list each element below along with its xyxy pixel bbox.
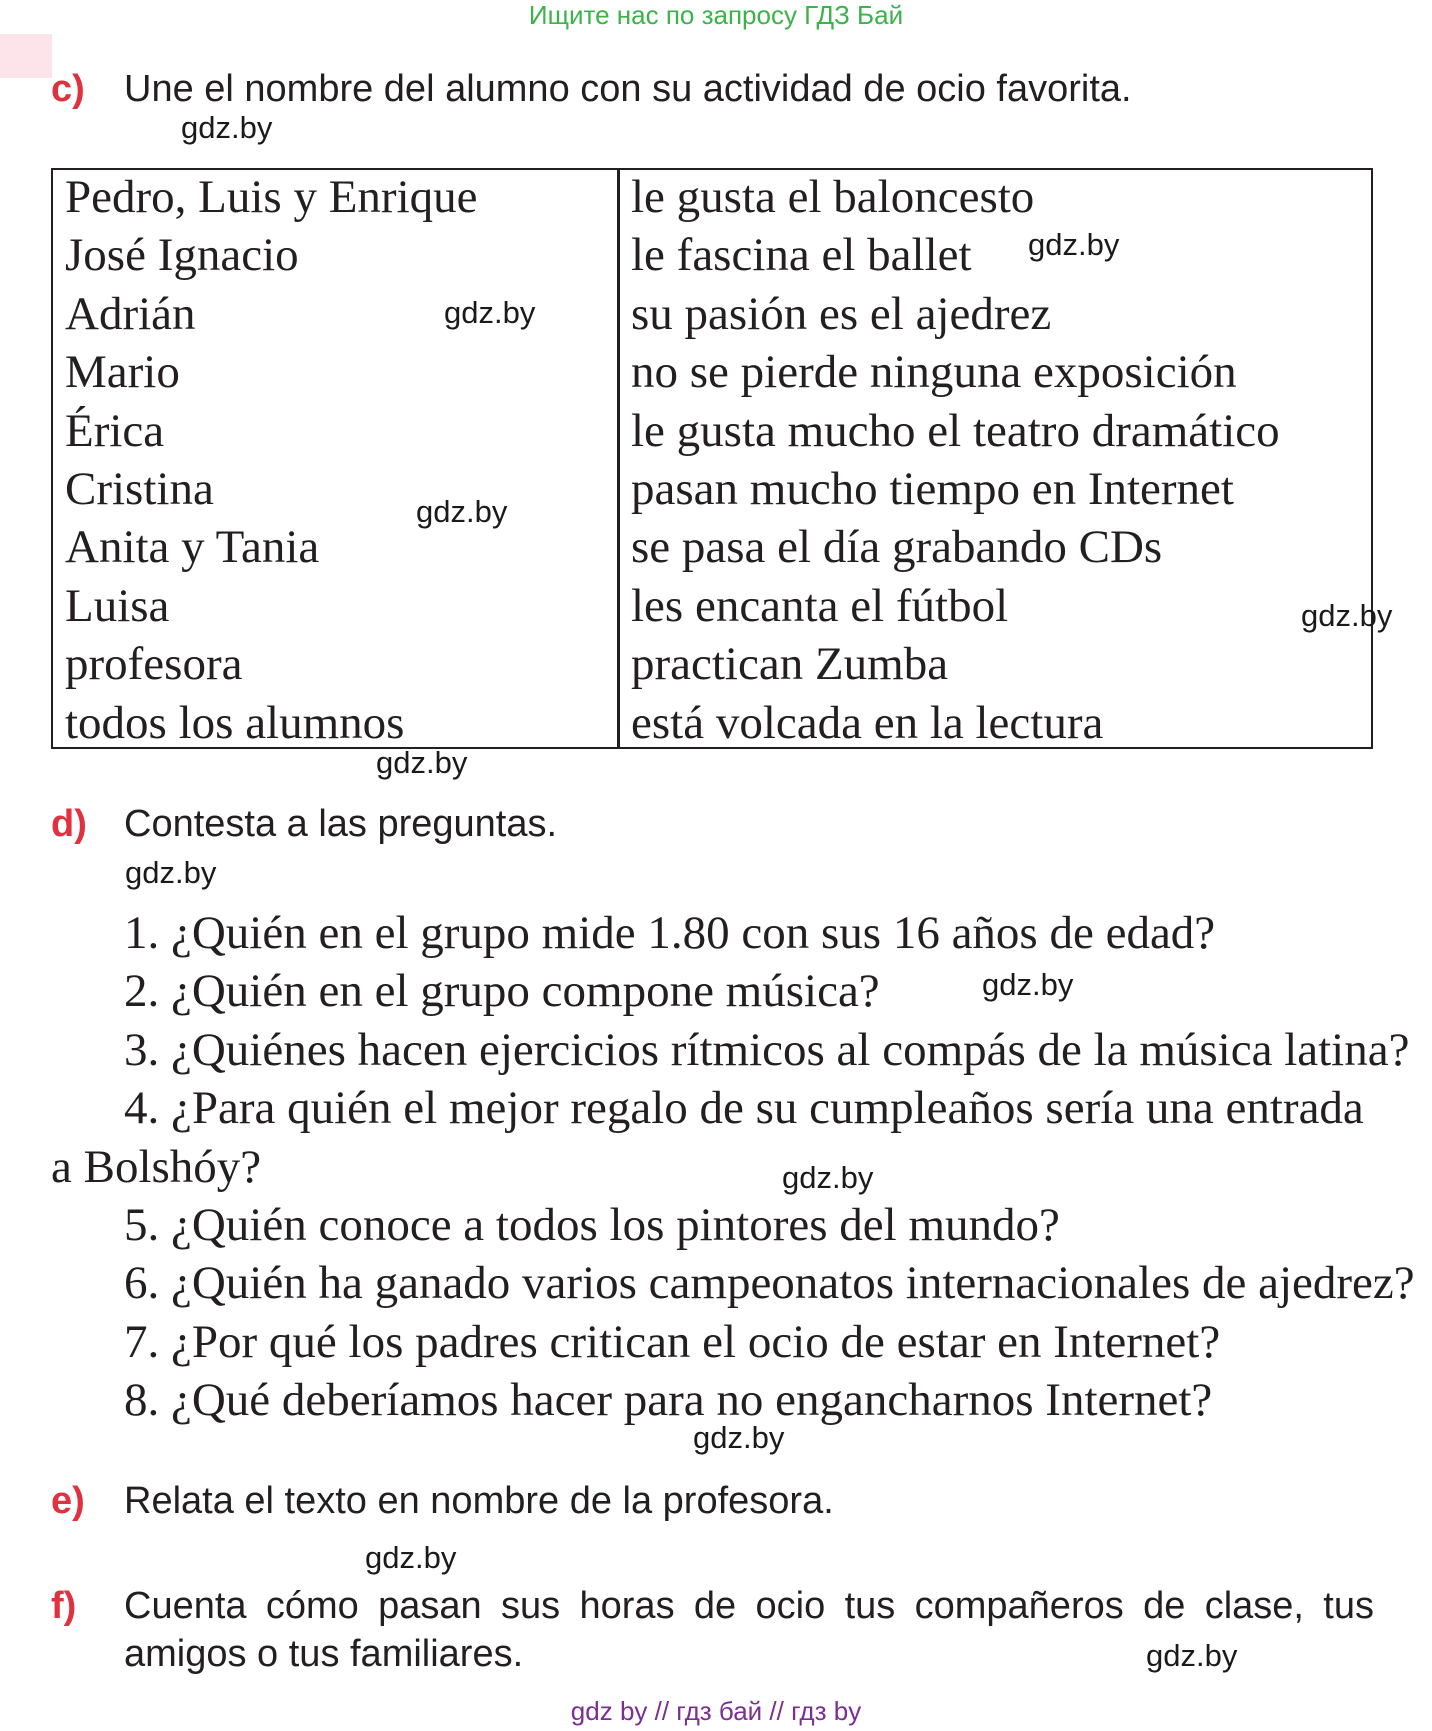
question: 7. ¿Por qué los padres critican el ocio de estar en Internet? xyxy=(124,1316,1221,1368)
activity: se pasa el día grabando CDs xyxy=(631,521,1163,573)
question: 4. ¿Para quién el mejor regalo de su cumpleaños sería una entrada xyxy=(124,1082,1364,1134)
top-banner: Ищите нас по запросу ГДЗ Бай xyxy=(528,0,904,30)
activity: no se pierde ninguna exposición xyxy=(631,346,1237,398)
activity: le gusta el baloncesto xyxy=(631,171,1035,223)
question: 3. ¿Quiénes hacen ejercicios rítmicos al compás de la música latina? xyxy=(124,1024,1410,1076)
question: 2. ¿Quién en el grupo compone música? xyxy=(124,965,880,1017)
section-f-instruction-line1: Cuenta cómo pasan sus horas de ocio tus compañeros de clase, tus xyxy=(124,1585,1374,1627)
student-name: Érica xyxy=(65,405,165,457)
watermark: gdz.by xyxy=(1301,598,1393,633)
student-name: Adrián xyxy=(65,288,196,340)
student-name: Luisa xyxy=(65,580,170,632)
watermark: gdz.by xyxy=(125,855,217,890)
watermark: gdz.by xyxy=(365,1540,457,1575)
section-d-instruction: Contesta a las preguntas. xyxy=(124,803,558,845)
student-name: Anita y Tania xyxy=(65,521,320,573)
section-e-instruction: Relata el texto en nombre de la profesora. xyxy=(124,1480,834,1522)
footer-links: gdz by // гдз бай // гдз by xyxy=(570,1696,862,1726)
section-d-marker: d) xyxy=(51,803,87,845)
question: 1. ¿Quién en el grupo mide 1.80 con sus 16 años de edad? xyxy=(124,907,1216,959)
watermark: gdz.by xyxy=(782,1160,874,1195)
watermark: gdz.by xyxy=(376,745,468,780)
activity: practican Zumba xyxy=(631,638,949,690)
student-name: profesora xyxy=(65,638,243,690)
section-f-instruction-line2: amigos o tus familiares. xyxy=(124,1633,524,1675)
student-name: Cristina xyxy=(65,463,214,515)
watermark: gdz.by xyxy=(444,295,536,330)
section-c-instruction: Une el nombre del alumno con su actividad de ocio favorita. xyxy=(124,68,1132,110)
question: 8. ¿Qué deberíamos hacer para no engancharnos Internet? xyxy=(124,1374,1213,1426)
watermark: gdz.by xyxy=(1146,1638,1238,1673)
activity: está volcada en la lectura xyxy=(631,697,1104,749)
watermark: gdz.by xyxy=(982,967,1074,1002)
question: 6. ¿Quién ha ganado varios campeonatos internacionales de ajedrez? xyxy=(124,1257,1415,1309)
section-f-marker: f) xyxy=(51,1585,77,1627)
question-continuation: a Bolshóy? xyxy=(51,1141,262,1193)
watermark: gdz.by xyxy=(693,1420,785,1455)
watermark: gdz.by xyxy=(181,110,273,145)
section-e-marker: e) xyxy=(51,1480,85,1522)
student-name: Mario xyxy=(65,346,180,398)
watermark: gdz.by xyxy=(1028,227,1120,262)
activity: su pasión es el ajedrez xyxy=(631,288,1052,340)
watermark: gdz.by xyxy=(416,494,508,529)
activity: le fascina el ballet xyxy=(631,229,972,281)
question: 5. ¿Quién conoce a todos los pintores del mundo? xyxy=(124,1199,1060,1251)
table-divider xyxy=(617,168,620,749)
activity: pasan mucho tiempo en Internet xyxy=(631,463,1234,515)
student-name: Pedro, Luis y Enrique xyxy=(65,171,478,223)
section-c-marker: c) xyxy=(51,68,85,110)
activity: les encanta el fútbol xyxy=(631,580,1009,632)
student-name: José Ignacio xyxy=(65,229,299,281)
student-name: todos los alumnos xyxy=(65,697,405,749)
page-tab-marker xyxy=(0,34,52,78)
activity: le gusta mucho el teatro dramático xyxy=(631,405,1280,457)
